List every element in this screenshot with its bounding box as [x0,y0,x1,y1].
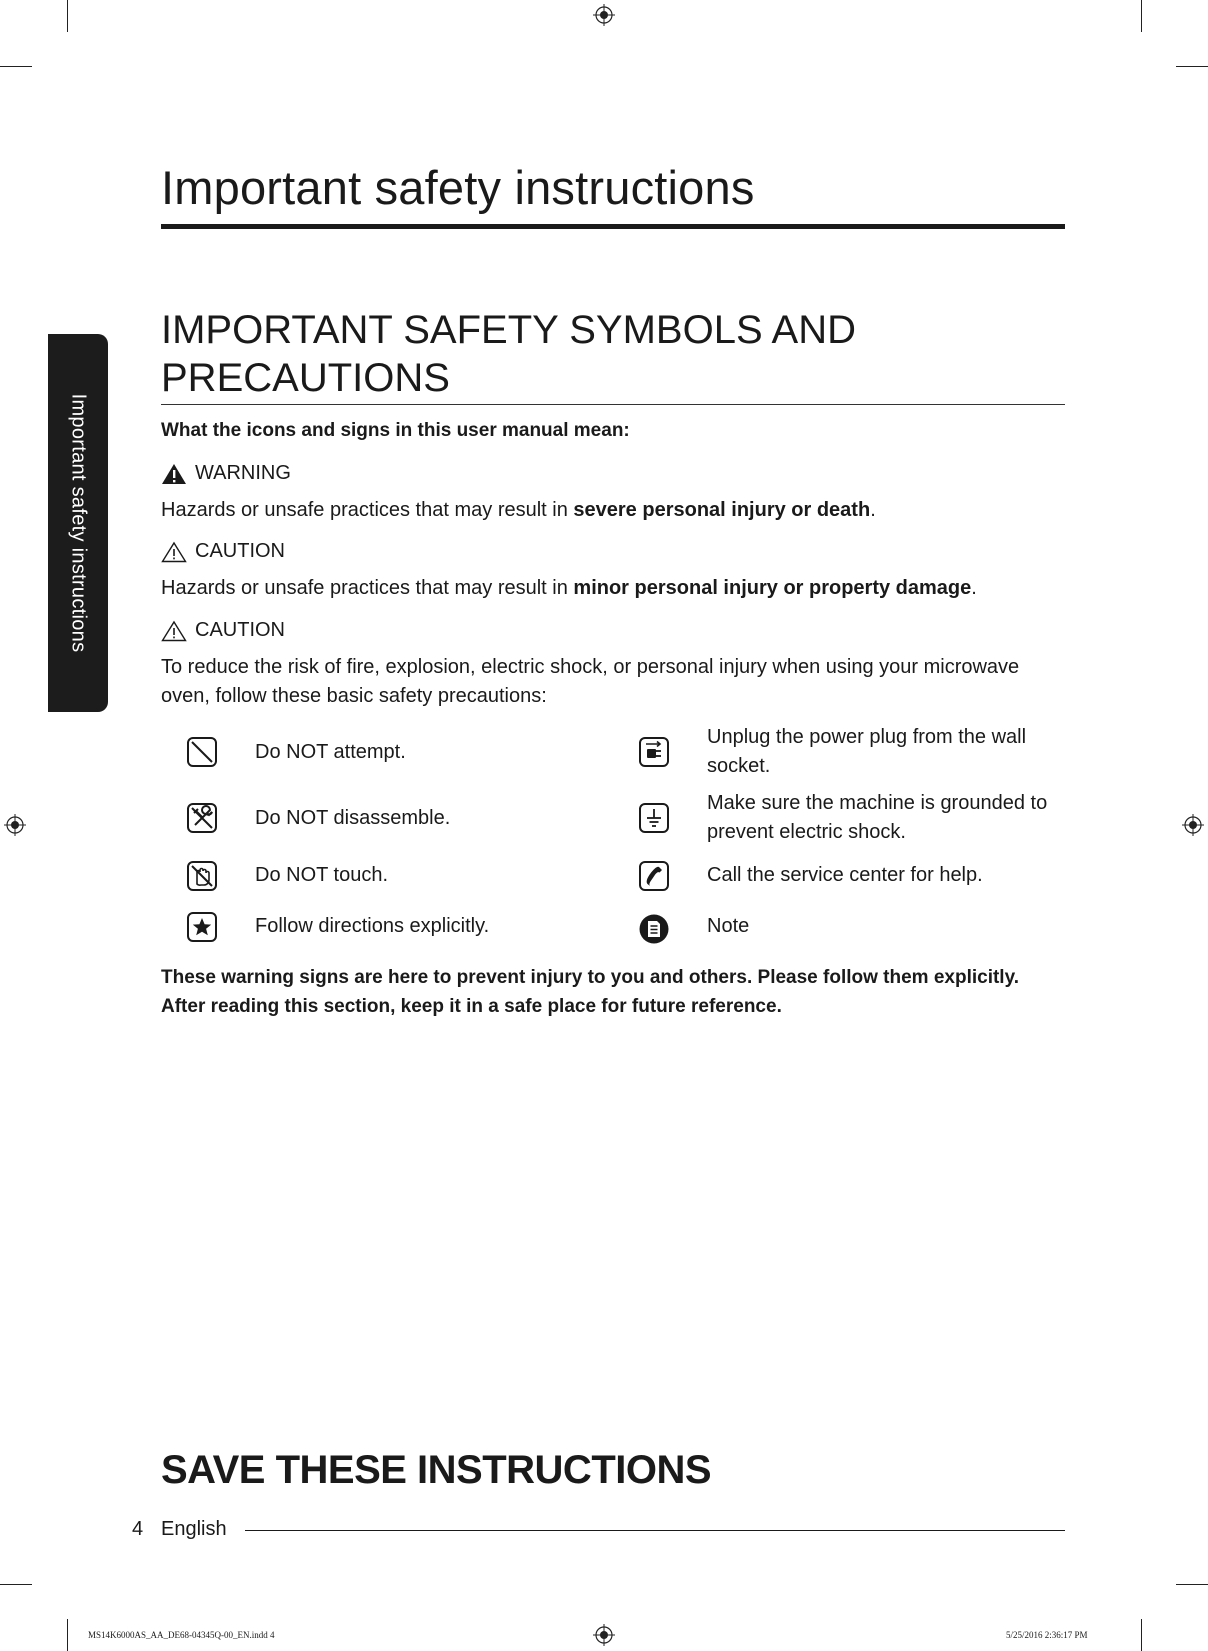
section-rule [161,404,1065,405]
page-number: 4 [132,1518,144,1540]
crop-mark [0,1584,32,1585]
caution-label [161,540,285,563]
caution-text [161,574,1061,603]
warning-label-text: WARNING [195,462,291,484]
symbol-text: Note [707,915,750,937]
prohibited-icon [186,736,218,768]
crop-mark [1176,66,1208,67]
star-icon [186,911,218,943]
no-disassemble-icon [186,802,218,834]
warning-icon [161,463,187,485]
warning-text-before: Hazards or unsafe practices that may result in [161,499,574,521]
registration-mark-icon [593,4,615,26]
print-slug-file: MS14K6000AS_AA_DE68-04345Q-00_EN.indd 4 [88,1630,275,1640]
section-title: IMPORTANT SAFETY SYMBOLS AND PRECAUTIONS [161,308,856,400]
subheading: What the icons and signs in this user manual mean: [161,420,630,441]
registration-mark-icon [593,1624,615,1646]
warning-text-bold: severe personal injury or death [573,499,871,521]
page-title: Important safety instructions [161,161,755,214]
warning-text-after: . [870,499,876,521]
title-rule [161,224,1065,229]
registration-mark-icon [1182,814,1204,836]
caution-label-text: CAUTION [195,540,285,562]
footer-language: English [161,1518,227,1540]
crop-mark [1141,0,1142,32]
caution-text-before: Hazards or unsafe practices that may result in [161,577,574,599]
side-tab [48,334,108,712]
symbol-text: Do NOT touch. [255,864,389,886]
crop-mark [0,66,32,67]
crop-mark [1176,1584,1208,1585]
ground-icon [638,802,670,834]
caution-icon [161,541,187,563]
no-touch-icon [186,860,218,892]
symbol-text: Call the service center for help. [707,864,983,886]
precautions-intro: To reduce the risk of fire, explosion, electric shock, or personal injury when using your microwave oven, follow these basic safety precautions: [161,656,1020,707]
footer-rule [245,1530,1065,1531]
symbol-text: Follow directions explicitly. [255,915,490,937]
save-instructions-heading: SAVE THESE INSTRUCTIONS [161,1448,712,1492]
symbol-text: Do NOT attempt. [255,741,406,763]
unplug-icon [638,736,670,768]
warning-text [161,496,1061,525]
print-slug-timestamp: 5/25/2016 2:36:17 PM [1006,1630,1088,1640]
symbol-text: Make sure the machine is grounded to prevent electric shock. [707,792,1048,843]
note-icon [638,913,670,945]
caution-icon [161,620,187,642]
registration-mark-icon [4,814,26,836]
crop-mark [67,0,68,32]
closing-note: These warning signs are here to prevent injury to you and others. Please follow them explicitly. After reading this section, keep it in a safe place for future reference. [161,967,1020,1017]
side-tab-label: Important safety instructions [67,393,90,653]
caution-text-bold: minor personal injury or property damage [573,577,972,599]
phone-icon [638,860,670,892]
symbol-text: Do NOT disassemble. [255,807,451,829]
crop-mark [1141,1619,1142,1651]
caution-label [161,619,285,642]
symbol-text: Unplug the power plug from the wall socket. [707,726,1027,777]
caution-label-text: CAUTION [195,619,285,641]
warning-label [161,462,291,485]
caution-text-after: . [971,577,977,599]
crop-mark [67,1619,68,1651]
